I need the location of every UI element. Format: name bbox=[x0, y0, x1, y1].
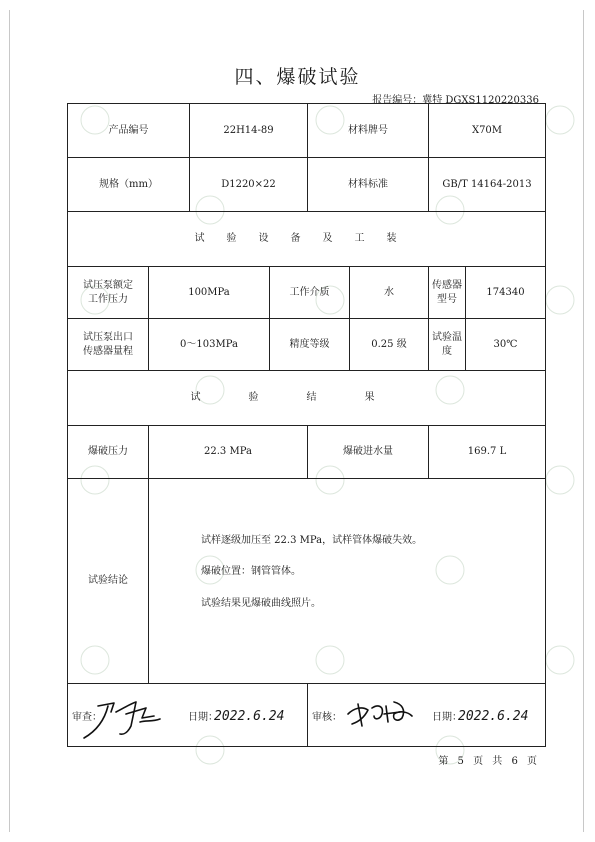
material-std-label: 材料标准 bbox=[308, 158, 429, 212]
reviewer-date-label: 日期： bbox=[188, 712, 218, 723]
reviewer-cell bbox=[68, 684, 308, 747]
table-row-burst bbox=[68, 426, 546, 479]
reviewer-label: 审查： bbox=[72, 712, 102, 723]
spec-value: D1220×22 bbox=[190, 158, 308, 212]
conclusion-label: 试验结论 bbox=[68, 479, 149, 684]
equipment-heading: 试验设备及工装 bbox=[194, 233, 419, 245]
table-row-equipment-heading bbox=[68, 212, 546, 267]
conclusion-text bbox=[149, 479, 546, 684]
temp-value: 30℃ bbox=[466, 319, 546, 371]
medium-label: 工作介质 bbox=[270, 267, 350, 319]
sensor-range-value: 0～103MPa bbox=[149, 319, 270, 371]
sensor-model-label: 传感器型号 bbox=[429, 267, 466, 319]
auditor-date-label: 日期： bbox=[432, 712, 462, 723]
water-volume-label: 爆破进水量 bbox=[308, 426, 429, 479]
material-std-value: GB/T 14164-2013 bbox=[429, 158, 546, 212]
table-row-product bbox=[68, 104, 546, 158]
page-title: 四、爆破试验 bbox=[234, 66, 361, 88]
table-row-spec bbox=[68, 158, 546, 212]
material-grade-label: 材料牌号 bbox=[308, 104, 429, 158]
material-grade-value: X70M bbox=[429, 104, 546, 158]
table-row-results-heading bbox=[68, 371, 546, 426]
conclusion-line-3: 试验结果见爆破曲线照片。 bbox=[201, 597, 321, 609]
spec-label: 规格（mm） bbox=[68, 158, 190, 212]
accuracy-value: 0.25 级 bbox=[350, 319, 429, 371]
temp-label: 试验温度 bbox=[429, 319, 466, 371]
burst-pressure-value: 22.3 MPa bbox=[149, 426, 308, 479]
burst-test-table bbox=[67, 103, 546, 747]
page-border-right bbox=[583, 10, 584, 832]
auditor-label: 审核： bbox=[312, 712, 342, 723]
auditor-date: 2022.6.24 bbox=[458, 709, 529, 724]
pump-pressure-value: 100MPa bbox=[149, 267, 270, 319]
table-row-sensor bbox=[68, 319, 546, 371]
medium-value: 水 bbox=[350, 267, 429, 319]
water-volume-value: 169.7 L bbox=[429, 426, 546, 479]
accuracy-label: 精度等级 bbox=[270, 319, 350, 371]
pump-pressure-label: 试压泵额定 工作压力 bbox=[68, 267, 149, 319]
product-no-label: 产品编号 bbox=[68, 104, 190, 158]
page-border-left bbox=[9, 10, 10, 832]
auditor-signature bbox=[344, 692, 416, 732]
table-row-signatures bbox=[68, 684, 546, 747]
product-no-value: 22H14-89 bbox=[190, 104, 308, 158]
auditor-cell bbox=[308, 684, 546, 747]
reviewer-signature bbox=[76, 688, 168, 742]
conclusion-line-1: 试样逐级加压至 22.3 MPa，试样管体爆破失效。 bbox=[201, 534, 423, 546]
report-number: 报告编号：冀特 DGXS1120220336 bbox=[372, 95, 539, 106]
results-heading: 试验结果 bbox=[190, 392, 423, 404]
conclusion-line-2: 爆破位置：钢管管体。 bbox=[201, 566, 301, 578]
burst-pressure-label: 爆破压力 bbox=[68, 426, 149, 479]
reviewer-date: 2022.6.24 bbox=[214, 709, 285, 724]
sensor-range-label: 试压泵出口 传感器量程 bbox=[68, 319, 149, 371]
table-row-conclusion bbox=[68, 479, 546, 684]
sensor-model-value: 174340 bbox=[466, 267, 546, 319]
table-row-pump bbox=[68, 267, 546, 319]
page-number: 第 5 页 共 6 页 bbox=[438, 756, 537, 767]
